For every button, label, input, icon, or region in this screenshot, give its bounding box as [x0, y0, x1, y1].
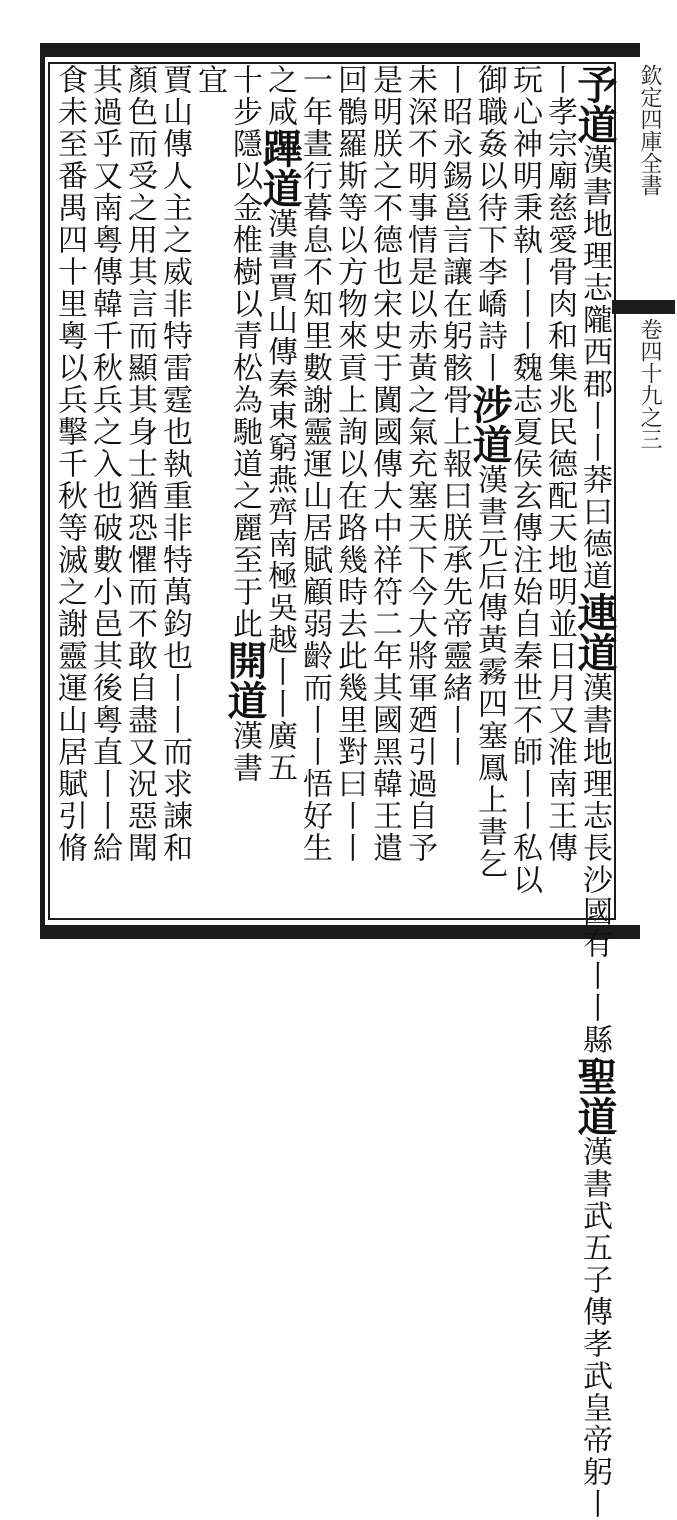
entry-text: 漢書	[227, 720, 262, 784]
book-title-margin: 欽定四庫全書	[637, 64, 662, 196]
entry-headword: 連道	[571, 592, 618, 672]
entry-text: 宜	[192, 64, 227, 96]
entry-headword: 涉道	[466, 384, 513, 464]
entry-text: 玩心神明秉執丨丨丨魏志夏侯玄傳注始自秦世不師丨丨私以	[507, 64, 542, 896]
entry-text: 丨孝宗廟慈愛骨肉和集兆民德配天地明並日月又淮南王傳	[542, 64, 577, 864]
entry-headword: 聖道	[571, 1056, 618, 1136]
entry-text: 丨丨莽曰德道	[577, 400, 612, 592]
entry-text: 漢書地理志隴西郡	[577, 144, 612, 400]
entry-text: 御職姦以待下李嶠詩丨	[472, 64, 507, 384]
entry-text: 其過乎又南粵傳韓千秋兵之入也破數小邑其後粵直丨丨給	[87, 64, 122, 864]
entry-text: 顏色而受之用其言而顯其身士猶恐懼而不敢自盡又況惡聞	[122, 64, 157, 864]
entry-text: 食未至番禺四十里粵以兵擊千秋等滅之謝靈運山居賦引脩	[52, 64, 87, 864]
entry-text: 未深不明事情是以赤黃之氣充塞天下今大將軍廼引過自予	[402, 64, 437, 864]
frame-left-border	[40, 43, 45, 939]
entry-text: 十步隱以金椎樹以青松為馳道之麗至于此	[227, 64, 262, 640]
frame-bottom-border	[40, 925, 640, 939]
entry-text: 漢書武五子傳孝武皇帝躬丨	[577, 1136, 612, 1520]
entry-text: 漢書地理志長沙國有丨丨縣	[577, 672, 612, 1056]
text-column	[47, 64, 92, 916]
entry-text: 回鶻羅斯等以方物來貢上詢以在路幾時去此幾里對曰丨丨	[332, 64, 367, 864]
entry-text: 骸骨上報曰朕承先帝靈緒丨丨	[437, 352, 472, 768]
volume-label-margin: 卷四十九之三	[637, 318, 662, 450]
entry-text: 賈山傳人主之威非特雷霆也執重非特萬鈞也丨丨而求諫和	[157, 64, 192, 864]
entry-headword: 予道	[571, 64, 618, 144]
inner-bottom-rule	[48, 918, 616, 920]
entry-headword: 開道	[221, 640, 268, 720]
entry-headword: 蹕道	[256, 128, 303, 208]
entry-text: 漢書賈山傳秦東窮燕齊南極吳越丨丨廣五	[262, 208, 297, 784]
entry-text: 之咸	[262, 64, 297, 128]
entry-text: 漢書元后傳黃霧四塞鳳上書乞	[472, 464, 507, 880]
fish-tail-mark	[612, 300, 675, 314]
entry-text: 丨昭永錫邕言讓在躬	[437, 64, 472, 352]
entry-text: 一年晝行暮息不知里數謝靈運山居賦顧弱齡而丨丨悟好生	[297, 64, 332, 864]
frame-top-border	[40, 43, 640, 57]
entry-text: 是明朕之不德也宋史于闐國傳大中祥符二年其國黑韓王遣	[367, 64, 402, 864]
